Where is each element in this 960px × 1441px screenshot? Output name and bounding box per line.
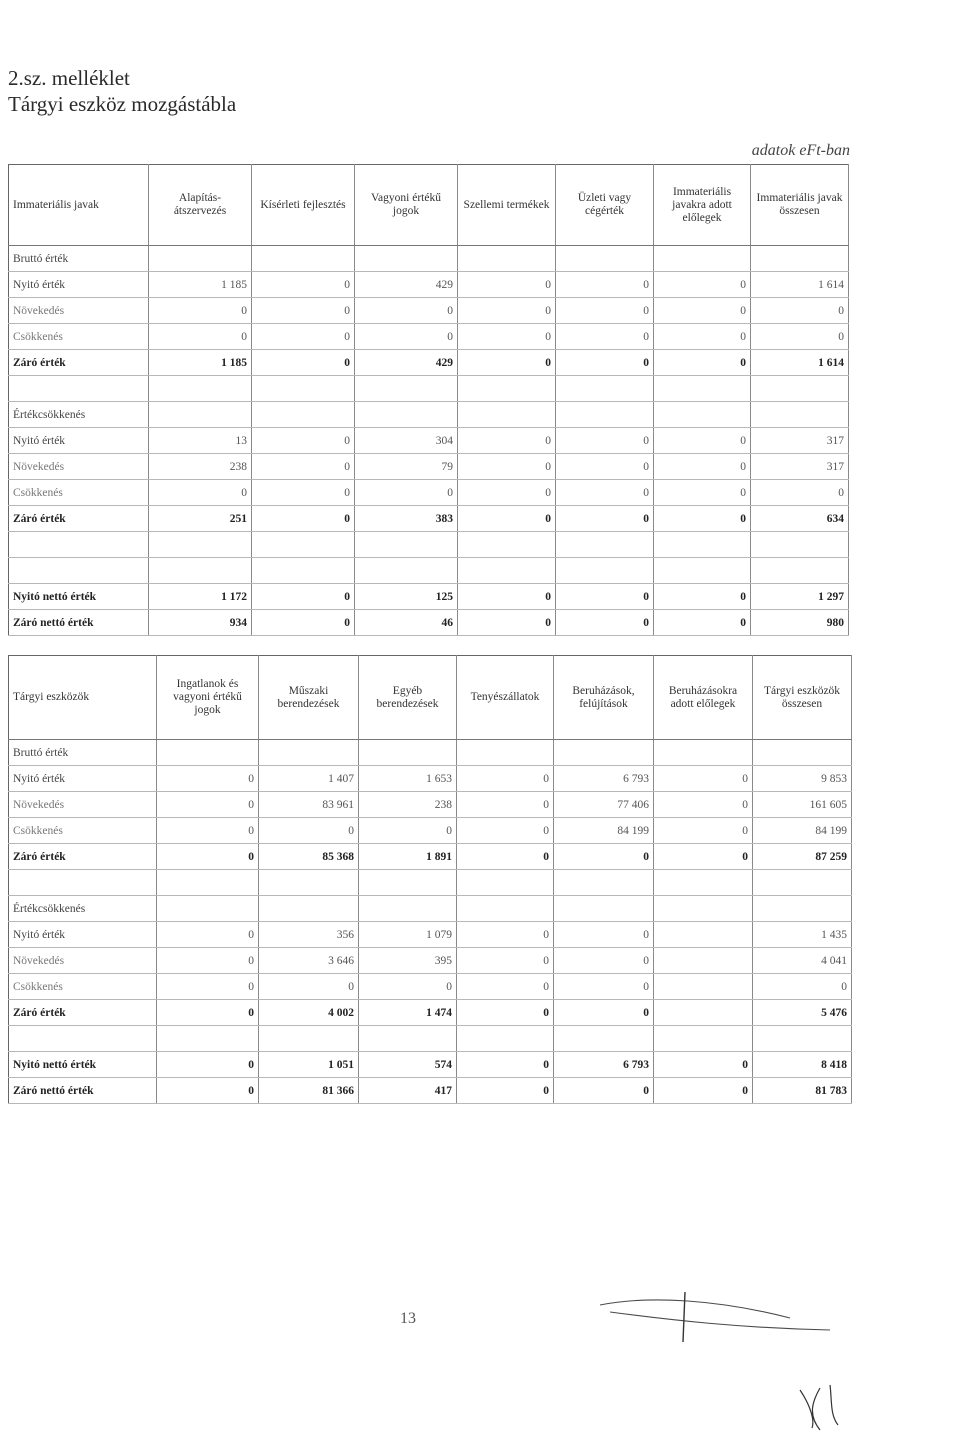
value-cell xyxy=(259,1026,359,1052)
value-cell: 4 002 xyxy=(259,1000,359,1026)
value-cell: 0 xyxy=(654,428,751,454)
intangible-column-header: Üzleti vagy cégérték xyxy=(556,165,654,246)
value-cell: 6 793 xyxy=(554,766,654,792)
value-cell: 238 xyxy=(149,454,252,480)
value-cell: 1 407 xyxy=(259,766,359,792)
value-cell: 0 xyxy=(654,350,751,376)
intangible-table-row xyxy=(9,298,849,324)
value-cell xyxy=(359,870,457,896)
row-label: Nyitó érték xyxy=(9,766,157,792)
value-cell xyxy=(751,558,849,584)
value-cell: 0 xyxy=(252,480,355,506)
row-label: Növekedés xyxy=(9,298,149,324)
value-cell xyxy=(753,1026,852,1052)
value-cell xyxy=(654,558,751,584)
value-cell xyxy=(654,1026,753,1052)
value-cell: 0 xyxy=(252,610,355,636)
value-cell: 0 xyxy=(654,844,753,870)
tangible-table-row xyxy=(9,922,852,948)
row-label xyxy=(9,558,149,584)
value-cell: 1 614 xyxy=(751,350,849,376)
intangible-column-header: Szellemi termékek xyxy=(458,165,556,246)
tangible-column-header: Tárgyi eszközök összesen xyxy=(753,656,852,740)
value-cell xyxy=(259,896,359,922)
value-cell xyxy=(554,870,654,896)
value-cell: 0 xyxy=(157,948,259,974)
value-cell: 0 xyxy=(457,844,554,870)
value-cell: 4 041 xyxy=(753,948,852,974)
row-label: Csökkenés xyxy=(9,818,157,844)
value-cell: 0 xyxy=(458,610,556,636)
value-cell: 0 xyxy=(157,792,259,818)
value-cell xyxy=(359,740,457,766)
value-cell: 3 646 xyxy=(259,948,359,974)
value-cell xyxy=(359,896,457,922)
value-cell: 0 xyxy=(654,766,753,792)
value-cell: 0 xyxy=(751,324,849,350)
value-cell: 0 xyxy=(252,506,355,532)
value-cell: 934 xyxy=(149,610,252,636)
intangible-column-header: Kísérleti fejlesztés xyxy=(252,165,355,246)
tangible-table-row xyxy=(9,1052,852,1078)
tangible-table-row xyxy=(9,1078,852,1104)
value-cell: 0 xyxy=(554,948,654,974)
value-cell: 1 051 xyxy=(259,1052,359,1078)
value-cell: 1 474 xyxy=(359,1000,457,1026)
value-cell xyxy=(252,558,355,584)
value-cell: 417 xyxy=(359,1078,457,1104)
value-cell: 304 xyxy=(355,428,458,454)
value-cell: 84 199 xyxy=(753,818,852,844)
value-cell: 0 xyxy=(556,480,654,506)
tangible-table-row xyxy=(9,948,852,974)
row-label: Csökkenés xyxy=(9,974,157,1000)
value-cell: 429 xyxy=(355,350,458,376)
value-cell: 0 xyxy=(157,818,259,844)
intangible-column-header: Immateriális javakra adott előlegek xyxy=(654,165,751,246)
value-cell: 0 xyxy=(654,272,751,298)
value-cell xyxy=(355,246,458,272)
tangible-column-header: Műszaki berendezések xyxy=(259,656,359,740)
value-cell: 0 xyxy=(458,454,556,480)
row-label: Nyitó nettó érték xyxy=(9,584,149,610)
tangible-column-header: Ingatlanok és vagyoni értékű jogok xyxy=(157,656,259,740)
value-cell xyxy=(556,402,654,428)
intangible-table-row xyxy=(9,376,849,402)
intangible-table-row xyxy=(9,610,849,636)
intangible-table-row xyxy=(9,350,849,376)
value-cell xyxy=(654,974,753,1000)
value-cell xyxy=(355,402,458,428)
row-label xyxy=(9,376,149,402)
value-cell xyxy=(259,870,359,896)
value-cell xyxy=(654,376,751,402)
tangible-table-row xyxy=(9,1026,852,1052)
value-cell xyxy=(458,402,556,428)
row-label xyxy=(9,870,157,896)
value-cell xyxy=(751,376,849,402)
value-cell: 0 xyxy=(654,818,753,844)
intangible-table-row xyxy=(9,584,849,610)
value-cell: 634 xyxy=(751,506,849,532)
tangible-column-header: Egyéb berendezések xyxy=(359,656,457,740)
row-label: Bruttó érték xyxy=(9,740,157,766)
intangible-table-row xyxy=(9,402,849,428)
value-cell: 0 xyxy=(457,792,554,818)
row-label: Nyitó érték xyxy=(9,922,157,948)
value-cell xyxy=(753,896,852,922)
value-cell: 79 xyxy=(355,454,458,480)
value-cell xyxy=(458,532,556,558)
intangible-table-row xyxy=(9,532,849,558)
value-cell: 0 xyxy=(654,1078,753,1104)
value-cell: 0 xyxy=(753,974,852,1000)
value-cell: 0 xyxy=(556,584,654,610)
value-cell: 161 605 xyxy=(753,792,852,818)
value-cell xyxy=(458,376,556,402)
value-cell: 0 xyxy=(556,610,654,636)
row-label: Növekedés xyxy=(9,948,157,974)
value-cell xyxy=(751,246,849,272)
intangible-table-row xyxy=(9,454,849,480)
intangible-table-row xyxy=(9,324,849,350)
value-cell xyxy=(252,532,355,558)
value-cell: 85 368 xyxy=(259,844,359,870)
value-cell xyxy=(457,1026,554,1052)
value-cell: 0 xyxy=(556,506,654,532)
value-cell: 0 xyxy=(654,454,751,480)
value-cell: 0 xyxy=(457,766,554,792)
value-cell: 0 xyxy=(457,948,554,974)
row-label: Nyitó érték xyxy=(9,428,149,454)
value-cell: 0 xyxy=(458,298,556,324)
tangible-table-row xyxy=(9,1000,852,1026)
page-subtitle: Tárgyi eszköz mozgástábla xyxy=(8,92,237,116)
value-cell: 0 xyxy=(751,480,849,506)
value-cell: 0 xyxy=(252,350,355,376)
row-label xyxy=(9,532,149,558)
value-cell: 81 366 xyxy=(259,1078,359,1104)
value-cell: 0 xyxy=(252,298,355,324)
value-cell: 0 xyxy=(654,584,751,610)
tangible-assets-table xyxy=(8,655,852,1104)
value-cell xyxy=(457,896,554,922)
value-cell: 0 xyxy=(554,922,654,948)
value-cell xyxy=(149,558,252,584)
value-cell: 0 xyxy=(259,974,359,1000)
value-cell: 1 185 xyxy=(149,350,252,376)
value-cell: 0 xyxy=(157,844,259,870)
signature-scribble-1 xyxy=(590,1290,840,1345)
value-cell xyxy=(556,532,654,558)
value-cell: 0 xyxy=(157,974,259,1000)
value-cell: 317 xyxy=(751,454,849,480)
value-cell: 0 xyxy=(556,272,654,298)
value-cell: 1 079 xyxy=(359,922,457,948)
page-title: 2.sz. melléklet xyxy=(8,66,130,90)
value-cell: 0 xyxy=(556,428,654,454)
value-cell: 0 xyxy=(654,480,751,506)
value-cell xyxy=(149,402,252,428)
row-label: Záró nettó érték xyxy=(9,610,149,636)
row-label: Záró nettó érték xyxy=(9,1078,157,1104)
value-cell xyxy=(556,246,654,272)
value-cell xyxy=(654,1000,753,1026)
intangible-column-header: Immateriális javak összesen xyxy=(751,165,849,246)
value-cell: 0 xyxy=(654,1052,753,1078)
value-cell xyxy=(554,896,654,922)
value-cell: 0 xyxy=(259,818,359,844)
row-label: Nyitó érték xyxy=(9,272,149,298)
value-cell: 0 xyxy=(149,480,252,506)
value-cell: 84 199 xyxy=(554,818,654,844)
value-cell xyxy=(554,1026,654,1052)
value-cell: 0 xyxy=(654,324,751,350)
value-cell: 0 xyxy=(157,1000,259,1026)
value-cell xyxy=(458,558,556,584)
intangible-table-row xyxy=(9,506,849,532)
value-cell: 383 xyxy=(355,506,458,532)
value-cell: 0 xyxy=(556,350,654,376)
tangible-table-row xyxy=(9,766,852,792)
value-cell: 1 185 xyxy=(149,272,252,298)
value-cell: 8 418 xyxy=(753,1052,852,1078)
value-cell: 0 xyxy=(149,324,252,350)
intangible-header-row xyxy=(9,165,849,246)
value-cell: 0 xyxy=(654,610,751,636)
row-label: Növekedés xyxy=(9,792,157,818)
row-label: Záró érték xyxy=(9,1000,157,1026)
value-cell: 0 xyxy=(458,272,556,298)
value-cell: 0 xyxy=(751,298,849,324)
value-cell xyxy=(654,740,753,766)
value-cell: 0 xyxy=(157,766,259,792)
value-cell xyxy=(457,740,554,766)
intangible-column-header: Alapítás-átszervezés xyxy=(149,165,252,246)
intangible-table-row xyxy=(9,428,849,454)
tangible-table-row xyxy=(9,818,852,844)
tangible-table-row xyxy=(9,740,852,766)
tangible-column-header: Tenyészállatok xyxy=(457,656,554,740)
intangible-column-header: Immateriális javak xyxy=(9,165,149,246)
row-label: Növekedés xyxy=(9,454,149,480)
intangible-table-row xyxy=(9,272,849,298)
value-cell: 0 xyxy=(654,506,751,532)
value-cell: 317 xyxy=(751,428,849,454)
intangible-column-header: Vagyoni értékű jogok xyxy=(355,165,458,246)
tangible-table-row xyxy=(9,844,852,870)
value-cell: 0 xyxy=(556,454,654,480)
value-cell xyxy=(654,532,751,558)
value-cell xyxy=(355,558,458,584)
row-label xyxy=(9,1026,157,1052)
value-cell xyxy=(554,740,654,766)
value-cell: 0 xyxy=(157,922,259,948)
value-cell: 0 xyxy=(457,1052,554,1078)
value-cell: 0 xyxy=(458,584,556,610)
value-cell: 0 xyxy=(252,272,355,298)
value-cell: 0 xyxy=(458,350,556,376)
value-cell: 251 xyxy=(149,506,252,532)
value-cell: 1 614 xyxy=(751,272,849,298)
value-cell xyxy=(654,402,751,428)
value-cell xyxy=(157,896,259,922)
tangible-table-row xyxy=(9,792,852,818)
value-cell: 0 xyxy=(457,1078,554,1104)
value-cell xyxy=(149,246,252,272)
row-label: Nyitó nettó érték xyxy=(9,1052,157,1078)
value-cell: 0 xyxy=(554,844,654,870)
tangible-table-row xyxy=(9,896,852,922)
value-cell: 238 xyxy=(359,792,457,818)
value-cell xyxy=(149,532,252,558)
value-cell: 0 xyxy=(556,324,654,350)
value-cell xyxy=(753,870,852,896)
value-cell xyxy=(753,740,852,766)
value-cell: 77 406 xyxy=(554,792,654,818)
value-cell: 0 xyxy=(359,818,457,844)
value-cell: 0 xyxy=(359,974,457,1000)
value-cell: 1 653 xyxy=(359,766,457,792)
value-cell xyxy=(654,896,753,922)
tangible-column-header: Beruházások, felújítások xyxy=(554,656,654,740)
value-cell: 9 853 xyxy=(753,766,852,792)
value-cell xyxy=(751,402,849,428)
value-cell: 0 xyxy=(458,506,556,532)
value-cell: 6 793 xyxy=(554,1052,654,1078)
value-cell xyxy=(355,532,458,558)
value-cell: 125 xyxy=(355,584,458,610)
value-cell: 0 xyxy=(458,480,556,506)
value-cell: 81 783 xyxy=(753,1078,852,1104)
row-label: Záró érték xyxy=(9,844,157,870)
value-cell: 0 xyxy=(252,584,355,610)
value-cell xyxy=(458,246,556,272)
row-label: Értékcsökkenés xyxy=(9,402,149,428)
row-label: Bruttó érték xyxy=(9,246,149,272)
value-cell xyxy=(654,246,751,272)
value-cell xyxy=(157,740,259,766)
tangible-column-header: Tárgyi eszközök xyxy=(9,656,157,740)
value-cell: 83 961 xyxy=(259,792,359,818)
value-cell: 0 xyxy=(556,298,654,324)
value-cell: 1 891 xyxy=(359,844,457,870)
value-cell: 0 xyxy=(252,428,355,454)
row-label: Csökkenés xyxy=(9,480,149,506)
value-cell xyxy=(751,532,849,558)
value-cell: 0 xyxy=(654,298,751,324)
tangible-table-row xyxy=(9,870,852,896)
value-cell xyxy=(149,376,252,402)
row-label: Értékcsökkenés xyxy=(9,896,157,922)
value-cell: 46 xyxy=(355,610,458,636)
signature-initials xyxy=(790,1380,850,1435)
value-cell: 395 xyxy=(359,948,457,974)
value-cell xyxy=(252,376,355,402)
value-cell xyxy=(654,948,753,974)
value-cell: 980 xyxy=(751,610,849,636)
units-note: adatok eFt-ban xyxy=(751,142,850,159)
value-cell xyxy=(252,246,355,272)
value-cell: 0 xyxy=(252,454,355,480)
value-cell: 5 476 xyxy=(753,1000,852,1026)
value-cell xyxy=(252,402,355,428)
value-cell xyxy=(157,870,259,896)
value-cell: 0 xyxy=(252,324,355,350)
value-cell: 0 xyxy=(457,818,554,844)
value-cell: 13 xyxy=(149,428,252,454)
value-cell: 0 xyxy=(457,974,554,1000)
value-cell: 574 xyxy=(359,1052,457,1078)
value-cell: 0 xyxy=(458,428,556,454)
value-cell: 0 xyxy=(149,298,252,324)
value-cell: 429 xyxy=(355,272,458,298)
intangible-assets-table xyxy=(8,164,849,636)
row-label: Záró érték xyxy=(9,350,149,376)
value-cell: 356 xyxy=(259,922,359,948)
intangible-table-row xyxy=(9,246,849,272)
page-number: 13 xyxy=(400,1310,416,1327)
tangible-header-row xyxy=(9,656,852,740)
value-cell: 0 xyxy=(457,1000,554,1026)
intangible-table-row xyxy=(9,480,849,506)
value-cell: 0 xyxy=(654,792,753,818)
tangible-table-row xyxy=(9,974,852,1000)
value-cell xyxy=(359,1026,457,1052)
value-cell xyxy=(556,376,654,402)
value-cell xyxy=(157,1026,259,1052)
value-cell: 87 259 xyxy=(753,844,852,870)
value-cell xyxy=(654,922,753,948)
value-cell: 0 xyxy=(554,974,654,1000)
value-cell xyxy=(457,870,554,896)
value-cell: 0 xyxy=(355,324,458,350)
row-label: Csökkenés xyxy=(9,324,149,350)
value-cell: 0 xyxy=(554,1000,654,1026)
value-cell: 0 xyxy=(457,922,554,948)
tangible-column-header: Beruházásokra adott előlegek xyxy=(654,656,753,740)
value-cell: 1 435 xyxy=(753,922,852,948)
row-label: Záró érték xyxy=(9,506,149,532)
value-cell: 0 xyxy=(355,480,458,506)
value-cell: 0 xyxy=(458,324,556,350)
value-cell: 0 xyxy=(157,1052,259,1078)
value-cell: 0 xyxy=(554,1078,654,1104)
value-cell xyxy=(654,870,753,896)
intangible-table-row xyxy=(9,558,849,584)
value-cell: 0 xyxy=(355,298,458,324)
value-cell: 0 xyxy=(157,1078,259,1104)
value-cell xyxy=(259,740,359,766)
value-cell xyxy=(556,558,654,584)
value-cell xyxy=(355,376,458,402)
value-cell: 1 172 xyxy=(149,584,252,610)
value-cell: 1 297 xyxy=(751,584,849,610)
